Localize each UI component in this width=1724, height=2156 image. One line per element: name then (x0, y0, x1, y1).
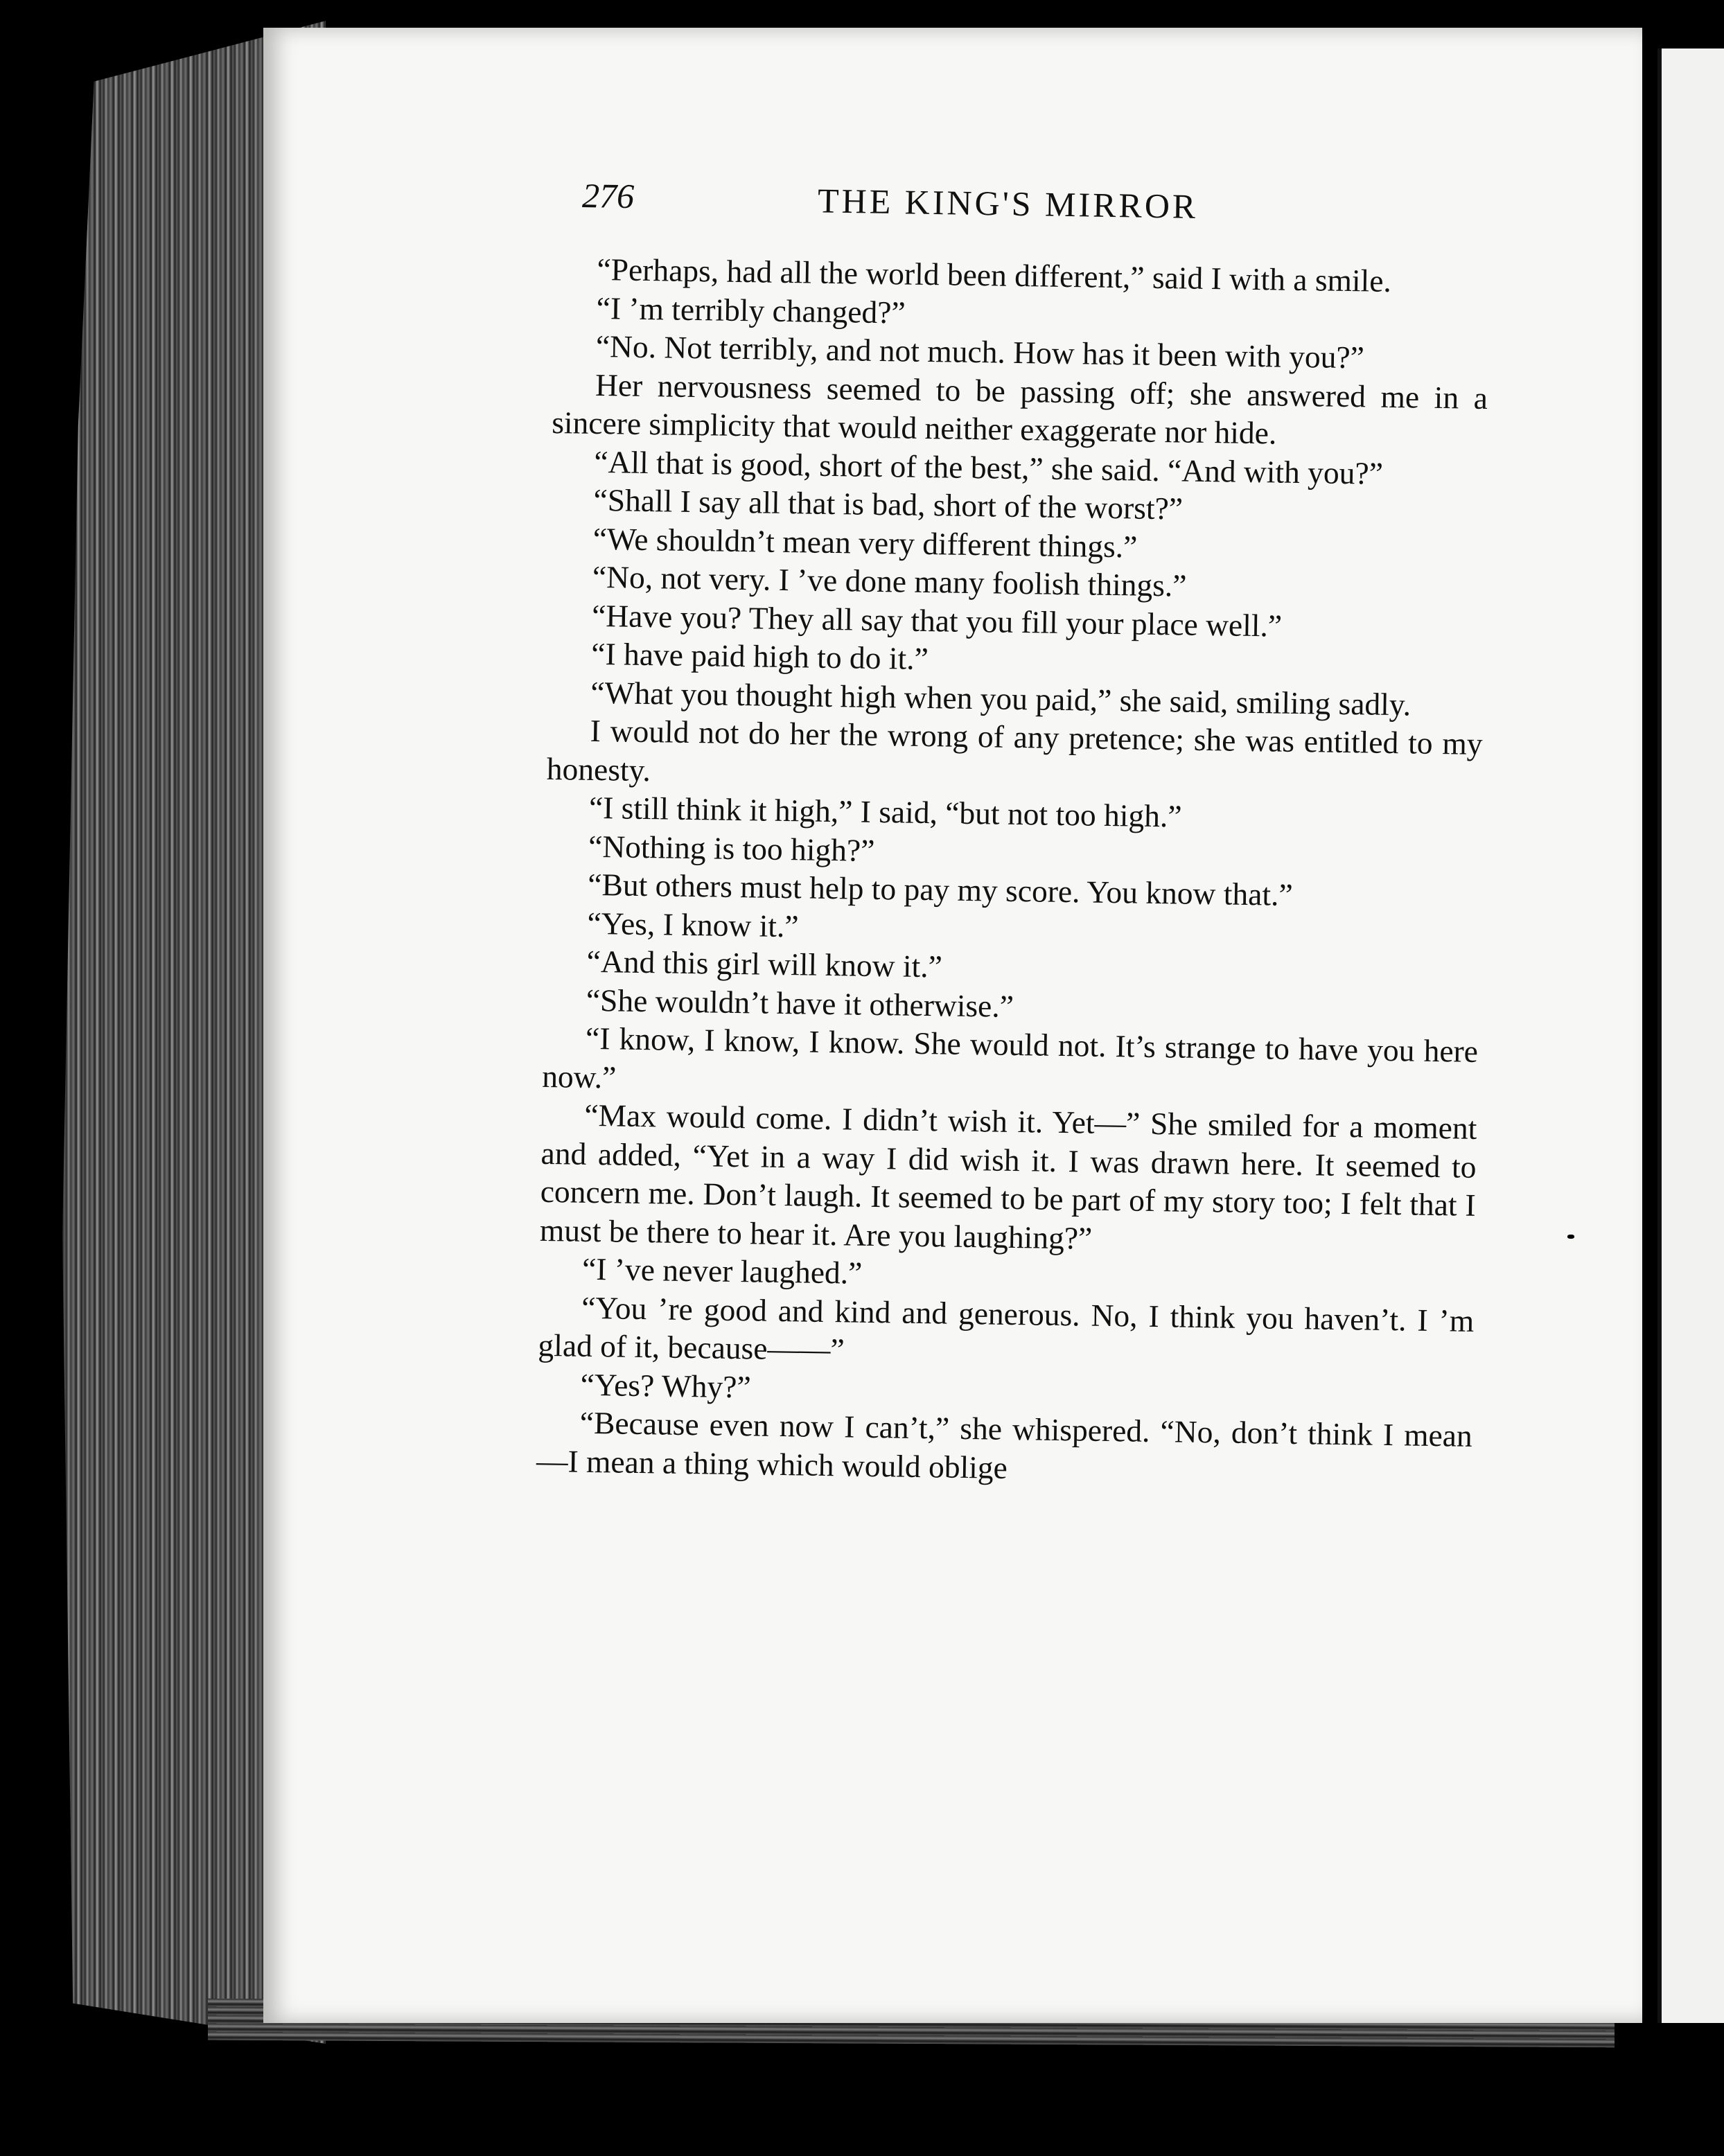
next-page-edge (1657, 48, 1724, 2023)
paragraph: “Max would come. I didn’t wish it. Yet—” She smiled for a moment and added, “Yet in a way I did wish it. I was drawn here. It seemed to concern me. Don’t laugh. It seemed to be part of my story too; I felt that I must be there to hear it. Are you laughing?” (539, 1097, 1477, 1256)
paragraph: “Because even now I can’t,” she whispered. “No, don’t think I mean—I mean a thing which would oblige (536, 1404, 1473, 1485)
paragraph: “Have you? They all say that you fill your place well.” (591, 597, 1283, 644)
paragraph: “I ’ve never laughed.” (581, 1251, 863, 1291)
ink-speck (1567, 1235, 1574, 1239)
paragraph: “I still think it high,” I said, “but not too high.” (588, 789, 1182, 834)
paragraph: “Yes, I know it.” (587, 905, 799, 944)
paragraph: “You ’re good and kind and generous. No, I think you haven’t. I ’m glad of it, because——” (538, 1289, 1475, 1368)
paragraph: “She wouldn’t have it otherwise.” (586, 982, 1014, 1024)
paragraph: “No. Not terribly, and not much. How has it been with you?” (595, 328, 1365, 375)
paragraph: “Perhaps, had all the world been different,” said I with a smile. (597, 251, 1392, 299)
paragraph: “No, not very. I ’ve done many foolish things.” (592, 558, 1187, 603)
paragraph: “But others must help to pay my score. You know that.” (588, 866, 1294, 912)
body-text (536, 249, 1490, 1494)
page-number: 276 (581, 176, 635, 216)
paragraph: “All that is good, short of the best,” she said. “And with you?” (594, 443, 1384, 491)
paragraph: I would not do her the wrong of any pretence; she was entitled to my honesty. (546, 712, 1483, 788)
paragraph: “Shall I say all that is bad, short of the worst?” (593, 481, 1184, 527)
paragraph: “I know, I know, I know. She would not. It’s strange to have you here now.” (541, 1020, 1479, 1095)
paragraph: “What you thought high when you paid,” she said, smiling sadly. (590, 674, 1411, 722)
paragraph: “I ’m terribly changed?” (596, 290, 906, 330)
paragraph: “We shouldn’t mean very different things.” (592, 520, 1138, 565)
paragraph: “And this girl will know it.” (586, 943, 943, 984)
paragraph: “Yes? Why?” (580, 1366, 752, 1404)
book-title: THE KING'S MIRROR (817, 181, 1199, 226)
paragraph: Her nervousness seemed to be passing off; she answered me in a sincere simplicity that would neither exaggerate nor hide. (551, 366, 1488, 451)
paragraph: “Nothing is too high?” (588, 828, 875, 868)
paragraph: “I have paid high to do it.” (590, 635, 929, 677)
